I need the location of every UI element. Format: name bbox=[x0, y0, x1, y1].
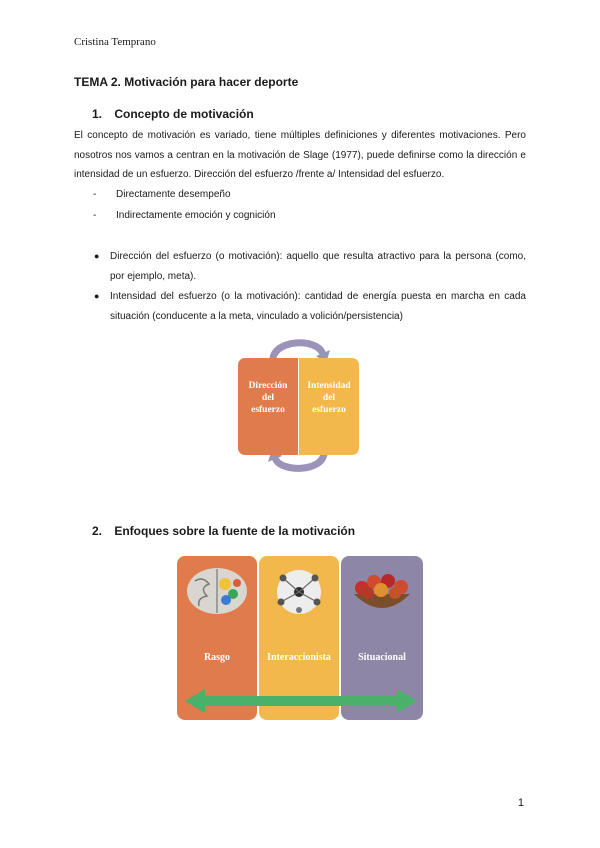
section-2-title: Enfoques sobre la fuente de la motivación bbox=[114, 524, 356, 538]
direction-box: Dirección del esfuerzo bbox=[238, 358, 298, 455]
double-arrow-icon bbox=[175, 686, 425, 716]
intensity-box: Intensidad del esfuerzo bbox=[299, 358, 359, 455]
section-1-title: Concepto de motivación bbox=[114, 107, 254, 121]
header-author: Cristina Temprano bbox=[74, 36, 156, 48]
page-number: 1 bbox=[517, 797, 524, 809]
section-1-number: 1. bbox=[92, 107, 103, 121]
apple-basket-icon bbox=[350, 566, 414, 616]
bullet-item: ● Dirección del esfuerzo (o motivación): aquello que resulta atractivo para la persona (como, por ejemplo, meta). bbox=[94, 247, 526, 286]
cycle-diagram bbox=[236, 330, 361, 480]
brain-icon bbox=[185, 566, 249, 616]
people-network-icon bbox=[269, 566, 329, 618]
document-title: TEMA 2. Motivación para hacer deporte bbox=[74, 75, 299, 89]
approaches-diagram bbox=[175, 554, 425, 722]
section-1-heading bbox=[92, 107, 254, 121]
bullet-dot-icon: ● bbox=[94, 251, 100, 261]
section-1-paragraph: El concepto de motivación es variado, tiene múltiples definiciones y diferentes motivaciones. Pero nosotros nos vamos a centran en la motivación de Slage (1977), puede definirse como la dirección e intensidad de un esfuerzo. Dirección del esfuerzo /frente a/ Intensidad del esfuerzo. bbox=[74, 130, 526, 180]
card-label: Situacional bbox=[358, 652, 406, 663]
card-label: Rasgo bbox=[203, 652, 231, 663]
dash-list-item: - Directamente desempeño bbox=[93, 189, 231, 200]
section-2-number: 2. bbox=[92, 524, 103, 538]
section-2-heading bbox=[92, 524, 355, 538]
card-label: Interaccionista bbox=[267, 652, 331, 663]
bullet-dot-icon: ● bbox=[94, 291, 100, 301]
dash-list-item: - Indirectamente emoción y cognición bbox=[93, 210, 276, 221]
bullet-item: ● Intensidad del esfuerzo (o la motivación): cantidad de energía puesta en marcha en cada situación (conducente a la meta, vinculado a volición/persistencia) bbox=[94, 287, 526, 326]
